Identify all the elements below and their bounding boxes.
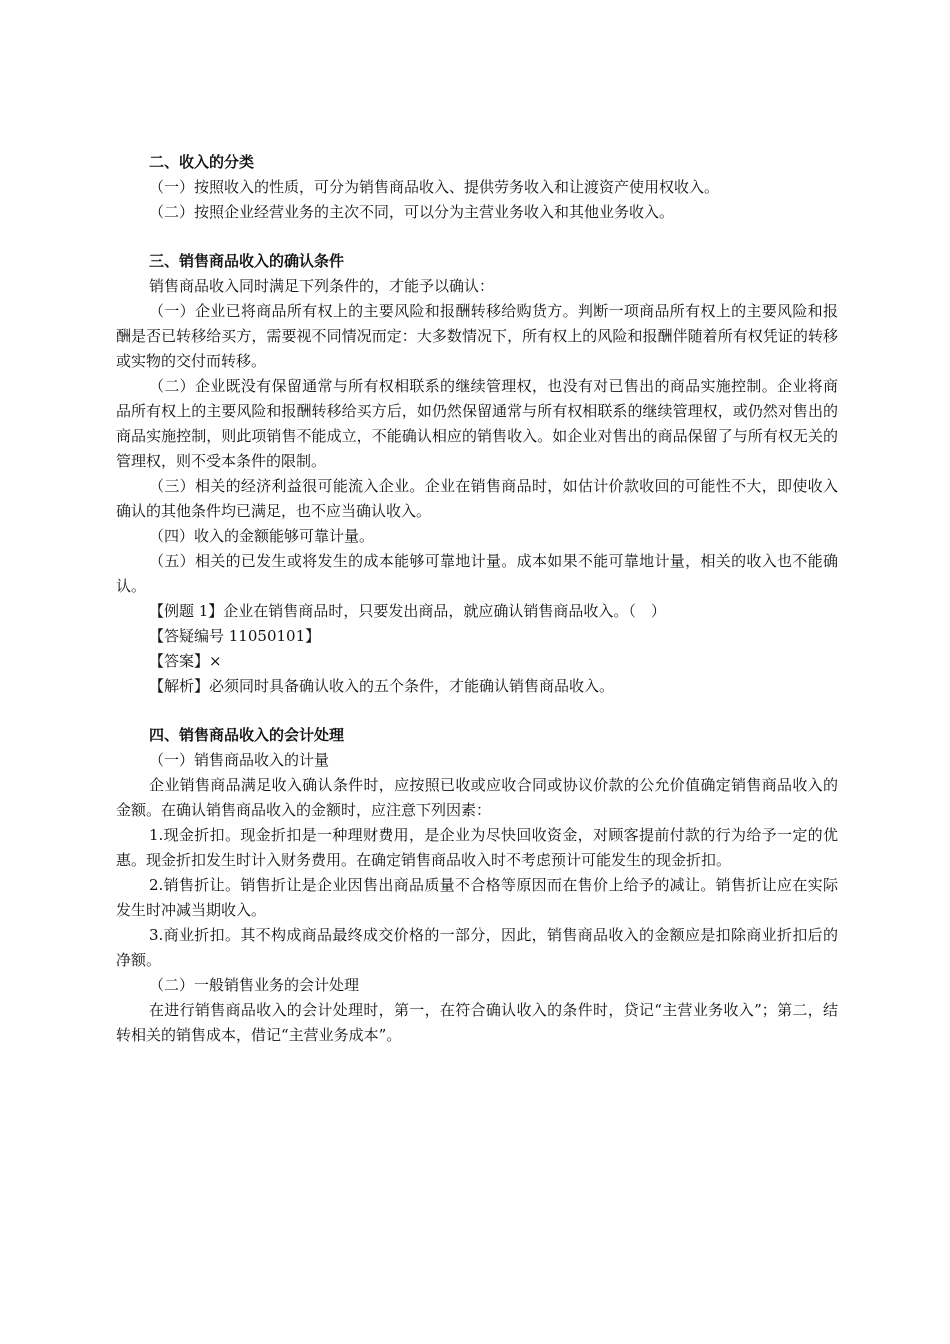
paragraph-condition-5: （五）相关的已发生或将发生的成本能够可靠地计量。成本如果不能可靠地计量，相关的收入也不能确认。 xyxy=(116,552,838,595)
paragraph-condition-3: （三）相关的经济利益很可能流入企业。企业在销售商品时，如估计价款收回的可能性不大，即使收入确认的其他条件均已满足，也不应当确认收入。 xyxy=(116,477,838,520)
qa-number: 【答疑编号 11050101】 xyxy=(149,627,321,645)
example-analysis: 【解析】必须同时具备确认收入的五个条件，才能确认销售商品收入。 xyxy=(149,677,615,695)
paragraph-condition-1: （一）企业已将商品所有权上的主要风险和报酬转移给购货方。判断一项商品所有权上的主要风险和报酬是否已转移给买方，需要视不同情况而定：大多数情况下，所有权上的风险和报酬伴随着所有权凭证的转移或实物的交付而转移。 xyxy=(116,302,838,370)
document-page xyxy=(116,150,838,1048)
item-cash-discount: 1.现金折扣。现金折扣是一种理财费用，是企业为尽快回收资金，对顾客提前付款的行为给予一定的优惠。现金折扣发生时计入财务费用。在确定销售商品收入时不考虑预计可能发生的现金折扣。 xyxy=(116,826,838,869)
example-answer: 【答案】× xyxy=(149,652,222,670)
subheading-measurement: （一）销售商品收入的计量 xyxy=(149,751,330,769)
paragraph-condition-2: （二）企业既没有保留通常与所有权相联系的继续管理权，也没有对已售出的商品实施控制。企业将商品所有权上的主要风险和报酬转移给买方后，如仍然保留通常与所有权相联系的继续管理权，或仍然对售出的商品实施控制，则此项销售不能成立，不能确认相应的销售收入。如企业对售出的商品保留了与所有权无关的管理权，则不受本条件的限制。 xyxy=(116,377,838,470)
paragraph-condition-4: （四）收入的金额能够可靠计量。 xyxy=(149,527,375,545)
paragraph-by-business: （二）按照企业经营业务的主次不同，可以分为主营业务收入和其他业务收入。 xyxy=(149,203,675,221)
section-heading-recognition-conditions: 三、销售商品收入的确认条件 xyxy=(149,252,345,270)
subheading-general-sales: （二）一般销售业务的会计处理 xyxy=(149,976,360,994)
paragraph-conditions-intro: 销售商品收入同时满足下列条件的，才能予以确认： xyxy=(149,277,495,295)
item-trade-discount: 3.商业折扣。其不构成商品最终成交价格的一部分，因此，销售商品收入的金额应是扣除商业折扣后的净额。 xyxy=(116,926,838,969)
item-sales-allowance: 2.销售折让。销售折让是企业因售出商品质量不合格等原因而在售价上给予的减让。销售折让应在实际发生时冲减当期收入。 xyxy=(116,876,838,919)
section-spacer xyxy=(116,225,838,249)
paragraph-by-nature: （一）按照收入的性质，可分为销售商品收入、提供劳务收入和让渡资产使用权收入。 xyxy=(149,178,720,196)
section-spacer xyxy=(116,699,838,723)
paragraph-measurement: 企业销售商品满足收入确认条件时，应按照已收或应收合同或协议价款的公允价值确定销售商品收入的金额。在确认销售商品收入的金额时，应注意下列因素： xyxy=(116,776,838,819)
section-heading-classification: 二、收入的分类 xyxy=(149,153,255,171)
section-heading-accounting-treatment: 四、销售商品收入的会计处理 xyxy=(149,726,345,744)
example-question: 【例题 1】企业在销售商品时，只要发出商品，就应确认销售商品收入。（ ） xyxy=(149,602,666,620)
paragraph-general-sales: 在进行销售商品收入的会计处理时，第一，在符合确认收入的条件时，贷记“主营业务收入”；第二，结转相关的销售成本，借记“主营业务成本”。 xyxy=(116,1001,838,1044)
